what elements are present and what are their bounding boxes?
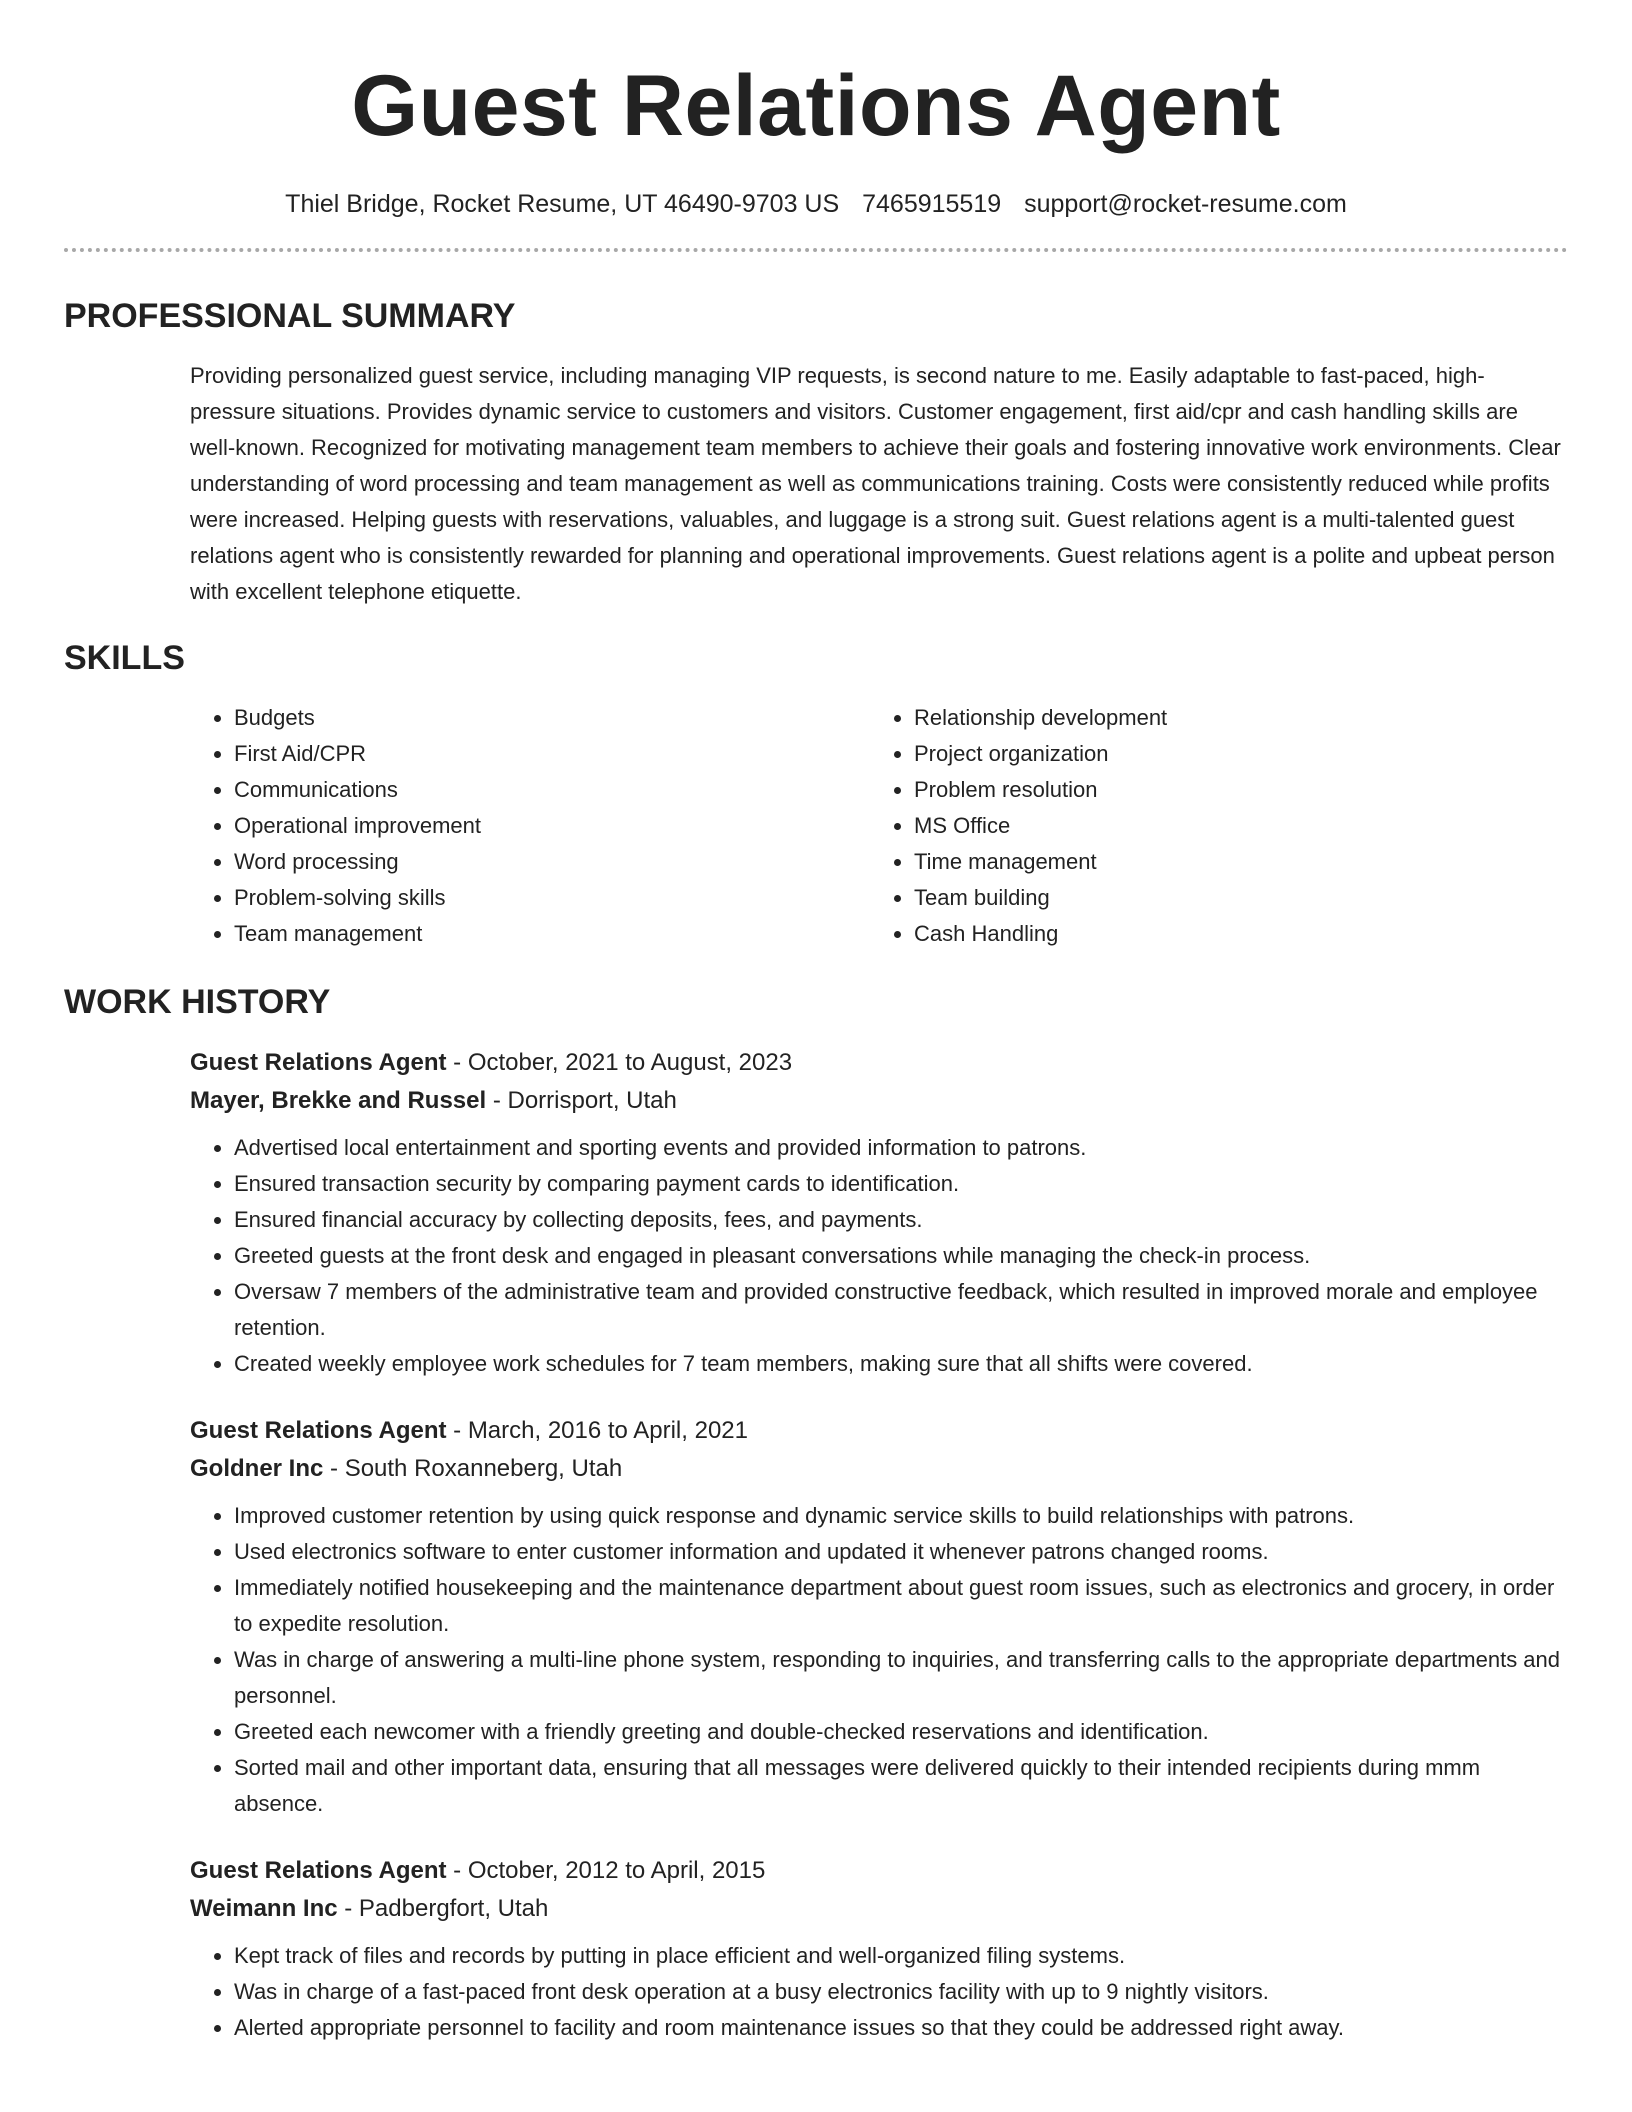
job-bullets	[190, 1130, 1568, 1382]
job-role-line	[190, 1412, 1568, 1450]
job-company: Mayer, Brekke and Russel	[190, 1087, 487, 1114]
job-dates: - March, 2016 to April, 2021	[446, 1417, 748, 1444]
job-role: Guest Relations Agent	[190, 1417, 447, 1444]
skill-item: • Cash Handling	[914, 916, 1514, 952]
contact-email: support@rocket-resume.com	[1024, 190, 1347, 218]
job-bullet: • Kept track of files and records by putting in place efficient and well-organized filing systems.	[234, 1938, 1568, 1974]
contact-phone: 7465915519	[862, 190, 1002, 218]
job-role-line	[190, 1852, 1568, 1890]
job-bullet: • Was in charge of answering a multi-line phone system, responding to inquiries, and transferring calls to the appropriate departments and personnel.	[234, 1642, 1568, 1714]
job-bullet: • Used electronics software to enter customer information and updated it whenever patrons changed rooms.	[234, 1534, 1568, 1570]
skill-item: • Team management	[234, 916, 870, 952]
summary-heading: PROFESSIONAL SUMMARY	[64, 297, 516, 335]
skill-item: • MS Office	[914, 808, 1514, 844]
job-company: Weimann Inc	[190, 1895, 338, 1922]
summary-text: Providing personalized guest service, including managing VIP requests, is second nature to me. Easily adaptable to fast-paced, high-pressure situations. Provides dynamic service to customers and visitors. Customer engagement, first aid/cpr and cash handling skills are well-known. Recognized for motivating management team members to achieve their goals and fostering innovative work environments. Clear understanding of word processing and team management as well as communications training. Costs were consistently reduced while profits were increased. Helping guests with reservations, valuables, and luggage is a strong suit. Guest relations agent is a multi-talented guest relations agent who is consistently rewarded for planning and operational improvements. Guest relations agent is a polite and upbeat person with excellent telephone etiquette.	[190, 363, 1561, 604]
job-dates: - October, 2021 to August, 2023	[446, 1049, 793, 1076]
job-entry	[190, 1412, 1568, 1822]
job-bullet: • Advertised local entertainment and sporting events and provided information to patrons.	[234, 1130, 1568, 1166]
header-divider	[64, 248, 1568, 252]
skill-item: • Problem resolution	[914, 772, 1514, 808]
job-location: - Dorrisport, Utah	[486, 1087, 677, 1114]
job-bullet: • Alerted appropriate personnel to facility and room maintenance issues so that they could be addressed right away.	[234, 2010, 1568, 2046]
job-bullet: • Ensured transaction security by comparing payment cards to identification.	[234, 1166, 1568, 1202]
skills-list	[190, 700, 1568, 952]
job-bullet: • Ensured financial accuracy by collecting deposits, fees, and payments.	[234, 1202, 1568, 1238]
resume-name: Guest Relations Agent	[351, 58, 1281, 154]
job-company-line	[190, 1082, 1568, 1120]
skill-item: • Budgets	[234, 700, 870, 736]
job-bullet: • Was in charge of a fast-paced front desk operation at a busy electronics facility with up to 9 nightly visitors.	[234, 1974, 1568, 2010]
skills-column-right	[870, 700, 1514, 952]
job-location: - Padbergfort, Utah	[337, 1895, 549, 1922]
skill-item: • Team building	[914, 880, 1514, 916]
job-company-line	[190, 1450, 1568, 1488]
skill-item: • Operational improvement	[234, 808, 870, 844]
skill-item: • Project organization	[914, 736, 1514, 772]
skills-heading: SKILLS	[64, 639, 185, 677]
job-entry	[190, 1044, 1568, 1382]
skill-item: • Problem-solving skills	[234, 880, 870, 916]
skill-item: • Relationship development	[914, 700, 1514, 736]
resume-page	[64, 0, 1568, 2046]
job-company: Goldner Inc	[190, 1455, 324, 1482]
work-history-heading: WORK HISTORY	[64, 983, 331, 1021]
job-role: Guest Relations Agent	[190, 1049, 447, 1076]
job-location: - South Roxanneberg, Utah	[323, 1455, 623, 1482]
contact-line	[64, 188, 1568, 220]
job-entry	[190, 1852, 1568, 2046]
job-bullet: • Greeted each newcomer with a friendly greeting and double-checked reservations and identification.	[234, 1714, 1568, 1750]
job-bullet: • Improved customer retention by using quick response and dynamic service skills to build relationships with patrons.	[234, 1498, 1568, 1534]
job-role-line	[190, 1044, 1568, 1082]
skills-column-left	[190, 700, 870, 952]
job-company-line	[190, 1890, 1568, 1928]
skill-item: • Word processing	[234, 844, 870, 880]
job-bullet: • Sorted mail and other important data, ensuring that all messages were delivered quickly to their intended recipients during mmm absence.	[234, 1750, 1568, 1822]
job-bullets	[190, 1938, 1568, 2046]
job-bullet: • Created weekly employee work schedules for 7 team members, making sure that all shifts were covered.	[234, 1346, 1568, 1382]
skill-item: • First Aid/CPR	[234, 736, 870, 772]
contact-address: Thiel Bridge, Rocket Resume, UT 46490-9703 US	[285, 190, 840, 218]
job-bullet: • Oversaw 7 members of the administrative team and provided constructive feedback, which resulted in improved morale and employee retention.	[234, 1274, 1568, 1346]
job-role: Guest Relations Agent	[190, 1857, 447, 1884]
skill-item: • Communications	[234, 772, 870, 808]
skill-item: • Time management	[914, 844, 1514, 880]
job-dates: - October, 2012 to April, 2015	[446, 1857, 766, 1884]
job-bullet: • Immediately notified housekeeping and the maintenance department about guest room issues, such as electronics and grocery, in order to expedite resolution.	[234, 1570, 1568, 1642]
job-bullet: • Greeted guests at the front desk and engaged in pleasant conversations while managing the check-in process.	[234, 1238, 1568, 1274]
job-bullets	[190, 1498, 1568, 1822]
